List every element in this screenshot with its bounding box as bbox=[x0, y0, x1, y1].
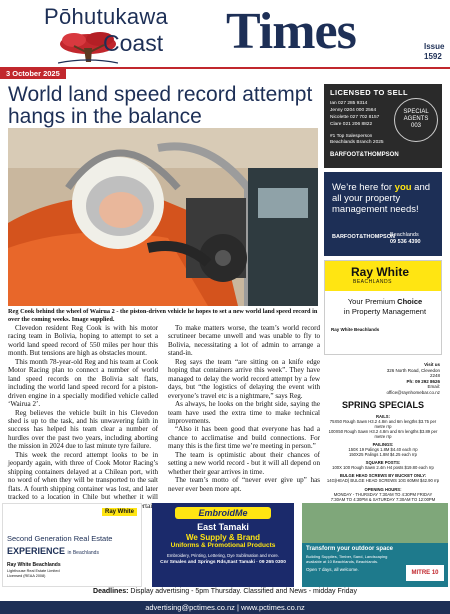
specials-title: SPRING SPECIALS bbox=[341, 400, 424, 410]
masthead-times: Times bbox=[226, 3, 356, 60]
hours: MONDAY - THURSDAY 7:30AM TO 4:30PM FRIDAY 7:30AM TO 4:30PM & SATURDAY 7:30AM TO 12:00PM bbox=[330, 492, 436, 502]
ad-title: LICENSED TO SELL bbox=[330, 88, 408, 97]
garden-image bbox=[302, 503, 448, 543]
paragraph: The team is optimistic about their chances of setting a new world record - but it will all depend on whether their gear arrives in time. bbox=[168, 450, 320, 476]
masthead-coast: Coast bbox=[103, 30, 164, 56]
issue-value: 1592 bbox=[424, 52, 442, 61]
tagline-2: Uniforms & Promotional Products bbox=[170, 542, 276, 549]
special-agents-badge bbox=[394, 98, 438, 142]
raywhite-experience-ad[interactable] bbox=[2, 503, 142, 587]
brand: Ray White bbox=[351, 265, 410, 279]
agent-list bbox=[330, 100, 379, 128]
brand-sub: BEACHLANDS bbox=[353, 279, 392, 285]
race-car-cockpit-image bbox=[8, 128, 318, 306]
brand: BARFOOT&THOMPSON bbox=[332, 234, 395, 240]
badge-line: SPECIAL bbox=[403, 109, 429, 115]
address: 326 North Road, Clevedon 2248 bbox=[386, 367, 440, 378]
office-name: Ray White Beachlands bbox=[7, 562, 61, 568]
address: Cnr Smales and Springs Rds,East Tamaki · 09 265 0300 bbox=[160, 560, 286, 565]
embroidme-ad[interactable] bbox=[152, 503, 294, 587]
mitre10-ad[interactable] bbox=[302, 503, 448, 587]
brand-bar bbox=[325, 261, 442, 291]
bottom-ads-row bbox=[0, 503, 450, 591]
agent-line: Ian 027 285 9314 bbox=[330, 101, 368, 106]
tagline: Your Premium bbox=[347, 297, 398, 306]
ad-text-highlight: you bbox=[394, 182, 412, 193]
date-bar bbox=[0, 67, 450, 78]
article-headline: World land speed record attempt hangs in the balance bbox=[8, 83, 313, 128]
open-hours: Open 7 days, all welcome. bbox=[306, 567, 359, 572]
tagline-2: in Property Management bbox=[343, 307, 427, 316]
deadlines-line bbox=[0, 588, 450, 601]
footer-contact[interactable]: advertising@pctimes.co.nz | www.pctimes.co.nz bbox=[0, 601, 450, 614]
article-column-1 bbox=[8, 324, 158, 510]
rails-line: 75X50 Rough Sawn H3.2 4.8m and 6m lengths $3.75 per metre rrp bbox=[329, 419, 437, 429]
deadlines-text: Display advertising - 5pm Thursday. Classified and News - midday Friday bbox=[130, 588, 357, 595]
services: Embroidery, Printing, Lettering, Dye Sublimation and more. bbox=[167, 553, 279, 558]
badge-line: 003 bbox=[410, 123, 421, 129]
agent-line: Nicolette 027 702 8157 bbox=[330, 115, 380, 120]
brand: EmbroidMe bbox=[175, 507, 271, 519]
mitre10-logo: MITRE 10 bbox=[406, 565, 444, 581]
brand: Ray White bbox=[102, 508, 137, 516]
bulk-heading: BULGE HEAD SCREWS BY BUCKET ONLY: bbox=[339, 473, 427, 478]
paragraph: This week the record attempt looks to be in jeopardy again, with three of Cook Motor Racing’s shipping containers delayed at a Chilean port, with no word of when they will be transported to the salt flats. A fourth shipping container was lost, and later tracked to a location in Chile but whether it will uncertain. bbox=[8, 450, 158, 510]
hours-heading: OPENING HOURS: bbox=[364, 487, 402, 492]
ad-title: Transform your outdoor space bbox=[306, 546, 394, 552]
area: East Tamaki bbox=[197, 522, 249, 532]
visit-label: Visit us bbox=[424, 362, 440, 367]
ad-title: Second Generation Real Estate bbox=[7, 534, 113, 543]
paragraph: The team’s motto of “never ever give up” has never ever been more apt. bbox=[168, 476, 320, 493]
paragraph: “Also it has been good that everyone has had a chance to acclimatise and build connections. For many this is the first time we’re meeting in person.” bbox=[168, 425, 320, 451]
paragraph: As always, he looks on the bright side, saying the team have used the extra time to make technical improvements. bbox=[168, 400, 320, 425]
paragraph: Reg believes the vehicle built in his Clevedon shed is up to the task, and his unwavering faith in success has helped his team clear a number of hurdles over the past two years, including aborting the mission in 2024 due to last minute tyre failure. bbox=[8, 408, 158, 451]
masthead bbox=[0, 0, 450, 78]
photo-caption: Reg Cook behind the wheel of Wairua 2 - the piston-driven vehicle he hopes to set a new world land speed record in over the coming weeks. Image supplied. bbox=[8, 308, 318, 323]
branch-label: Beachlands Branch 2025 bbox=[330, 140, 384, 145]
paragraph: This month 78-year-old Reg and his team at Cook Motor Racing plan to connect a number of world land speed records on the Bolivia salt flats, including the world land speed record for a piston-driven engine in a specially modified vehicle called ‘Wairua 2’. bbox=[8, 357, 158, 409]
top-salesperson: #1 Top Salesperson bbox=[330, 134, 373, 139]
barfoot-licensed-ad[interactable] bbox=[324, 84, 442, 168]
tagline-1: We Supply & Brand bbox=[185, 533, 261, 542]
raywhite-property-management-ad[interactable] bbox=[324, 260, 442, 355]
paragraph: To make matters worse, the team’s world record scrutineer became unwell and was unable to fly to Bolivia, necessitating a lot of admin to arrange a stand-in. bbox=[168, 324, 320, 358]
ad-text-part: and all your property management needs! bbox=[332, 182, 431, 215]
deadlines-label: Deadlines: bbox=[93, 588, 129, 595]
rails-heading: RAILS: bbox=[376, 414, 390, 419]
posts-heading: SQUARE POSTS: bbox=[365, 460, 401, 465]
phone: 09 536 4390 bbox=[390, 239, 421, 245]
ad-subtitle: Building Supplies, Timber, Sand, Landscaping available at 10 Beachlands, Beachlands. bbox=[306, 554, 388, 564]
posts-line: 100X 100 Rough Sawn 2.4m H4 posts $19.80 each rrp bbox=[332, 465, 434, 470]
article-photo bbox=[8, 128, 318, 306]
article-column-2 bbox=[168, 324, 320, 493]
brand: BARFOOT&THOMPSON bbox=[330, 152, 399, 158]
issue-label: Issue bbox=[424, 42, 445, 51]
issue-number bbox=[424, 42, 444, 62]
office: Beachlands bbox=[390, 232, 419, 238]
issue-date: 3 October 2025 bbox=[0, 69, 66, 79]
specials-list bbox=[326, 414, 440, 502]
tagline-bold: Choice bbox=[397, 297, 423, 306]
legal: Lighthouse Real Estate Limited Licensed (REAA 2008) bbox=[7, 569, 60, 578]
palings-line: 150X 19 Palings 1.8M $4.40 each rrp bbox=[348, 447, 418, 452]
agent-line: Clare 021 206 8822 bbox=[330, 122, 373, 127]
email: Email: office@raynhomebar.co.nz bbox=[386, 384, 440, 395]
ad-text-part: We’re here for bbox=[332, 182, 395, 193]
ad-subtitle-2: in Beachlands bbox=[67, 550, 99, 556]
paragraph: Reg says the team “are sitting on a knife edge hoping that containers arrive this week”. They have managed to delay the world record attempt by a few days, but “the logistics of delaying the event with everyone’s travel etc is a nightmare,” says Reg. bbox=[168, 357, 320, 400]
masthead-pohutukawa: Pōhutukawa bbox=[44, 4, 169, 29]
badge-line: AGENTS bbox=[403, 116, 429, 122]
ad-subtitle: EXPERIENCE bbox=[7, 546, 66, 556]
footer: Ray White Beachlands bbox=[331, 327, 380, 332]
paragraph: Clevedon resident Reg Cook is with his motor racing team in Bolivia, hoping to attempt to set a world land speed record of 550 miles per hour this month. But tensions are high as obstacles mount. bbox=[8, 324, 158, 358]
agent-line: Jenny 0204 000 2564 bbox=[330, 108, 377, 113]
barfoot-property-management-ad[interactable] bbox=[324, 172, 442, 256]
palings-line: 150X25 Palings 1.8M $4.25 each rrp bbox=[349, 452, 417, 457]
bulk-line: 14G(HEAD) BULGE HEAD SCREWS 10G 60MM $42.90 rrp bbox=[326, 478, 440, 483]
ad-text bbox=[332, 182, 436, 215]
palings-heading: PAILINGS: bbox=[372, 442, 394, 447]
phone: Ph: 09 292 8626 bbox=[406, 378, 440, 384]
rails-line: 100X50 Rough Sawn H3.2 4.8m and 6m lengths $3.89 per metre rrp bbox=[328, 429, 438, 439]
